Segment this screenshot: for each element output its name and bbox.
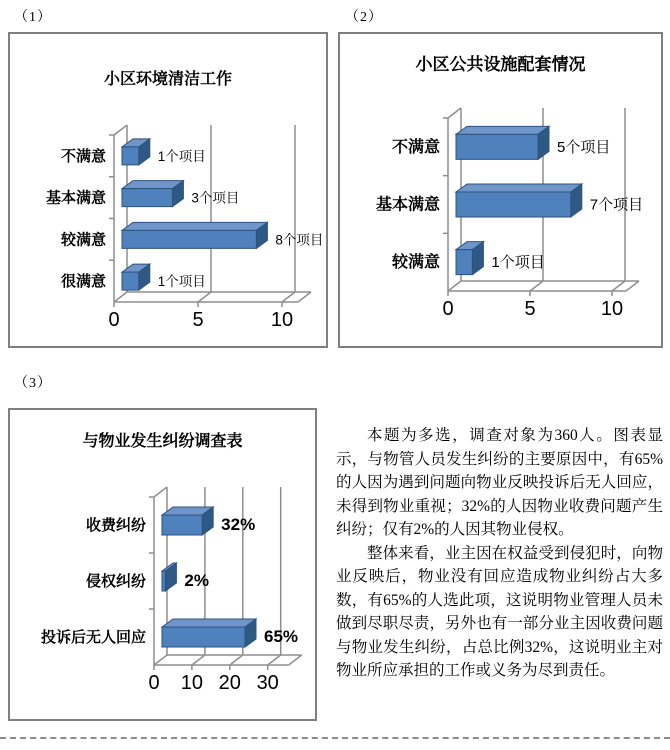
floor-diagonal [268,655,281,665]
bar [162,571,165,591]
analysis-text [336,424,663,683]
chart-2-public-facilities [340,34,661,346]
chart-2-panel [338,32,663,348]
floor-diagonal [114,292,127,302]
floor-diagonal [282,292,295,302]
category-label: 基本满意 [45,189,106,207]
wall-top-edge [154,487,167,497]
x-tick-label: 5 [524,298,536,320]
bar-value-label: 7个项目 [589,196,644,214]
floor-diagonal [612,281,625,291]
category-label: 投诉后无人回应 [40,629,146,646]
floor-diagonal [154,655,167,665]
bar-value-label: 65% [264,627,299,646]
wall-top-edge [114,125,127,135]
bar [456,134,538,159]
bar [456,250,472,275]
bar-value-label: 8个项目 [275,232,324,248]
floor-diagonal [289,655,302,665]
floor-diagonal [230,655,243,665]
category-label: 不满意 [391,138,440,156]
dashed-divider [0,737,670,739]
category-label: 基本满意 [375,196,440,214]
floor-diagonal [298,292,311,302]
bar [122,272,139,290]
section-3-label: （3） [14,376,52,391]
x-tick-label: 20 [218,672,241,694]
bar [456,192,571,217]
category-label: 较满意 [60,231,106,249]
x-tick-label: 0 [148,672,160,694]
floor-diagonal [192,655,205,665]
bar-value-label: 1个项目 [491,254,545,272]
category-label: 侵权纠纷 [85,573,146,590]
chart-3-panel [8,408,317,721]
bar [122,147,139,165]
category-label: 收费纠纷 [85,517,146,534]
x-tick-label: 10 [600,298,624,320]
x-tick-label: 10 [270,309,294,331]
category-label: 不满意 [60,147,106,165]
floor-diagonal [626,281,639,291]
category-label: 较满意 [391,254,440,272]
analysis-paragraph-2: 整体来看，业主因在权益受到侵犯时，向物业反映后，物业没有回应造成物业纠纷占大多数，有65%的人选此项，这说明物业管理人员未做到尽职尽责，另外也有一部分业主因收费问题与物业发生纠纷，占总比例32%，这说明业主对物业所应承担的工作或义务为尽到责任。 [336,544,663,679]
bar-top-face [162,619,256,627]
chart-title: 与物业发生纠纷调查表 [82,433,243,450]
bar-value-label: 5个项目 [557,138,611,156]
chart-1-environment-cleaning [10,34,326,346]
bar [122,189,172,207]
chart-1-panel [8,32,328,348]
x-tick-label: 0 [108,309,120,331]
x-tick-label: 10 [180,672,204,694]
chart-title: 小区环境清洁工作 [103,71,233,88]
chart-title: 小区公共设施配套情况 [415,55,586,74]
chart-3-property-disputes [10,410,315,719]
bar-top-face [456,126,549,134]
bar-top-face [456,184,582,192]
x-tick-label: 30 [256,672,279,694]
wall-top-edge [448,108,461,118]
bar-value-label: 2% [184,571,209,590]
bar-value-label: 1个项目 [157,274,206,290]
section-1-label: （1） [14,10,52,25]
section-2-label: （2） [345,10,383,25]
category-label: 很满意 [60,273,106,291]
bar [162,627,245,647]
analysis-paragraph-1: 本题为多选，调查对象为360人。图表显示，与物管人员发生纠纷的主要原因中，有65%的人因为遇到问题向物业反映投诉后无人回应，未得到物业重视；32%的人因物业收费问题产生纠纷；仅有2%的人因其物业侵权。 [336,427,663,538]
bar [162,515,202,535]
floor-diagonal [448,281,461,291]
x-tick-label: 0 [442,298,454,320]
floor-diagonal [530,281,543,291]
bar [122,230,256,248]
bar-value-label: 32% [221,515,256,534]
bar-value-label: 3个项目 [191,190,240,206]
x-tick-label: 5 [192,309,204,331]
floor-diagonal [198,292,211,302]
bar-top-face [122,222,267,230]
bar-value-label: 1个项目 [157,148,206,164]
